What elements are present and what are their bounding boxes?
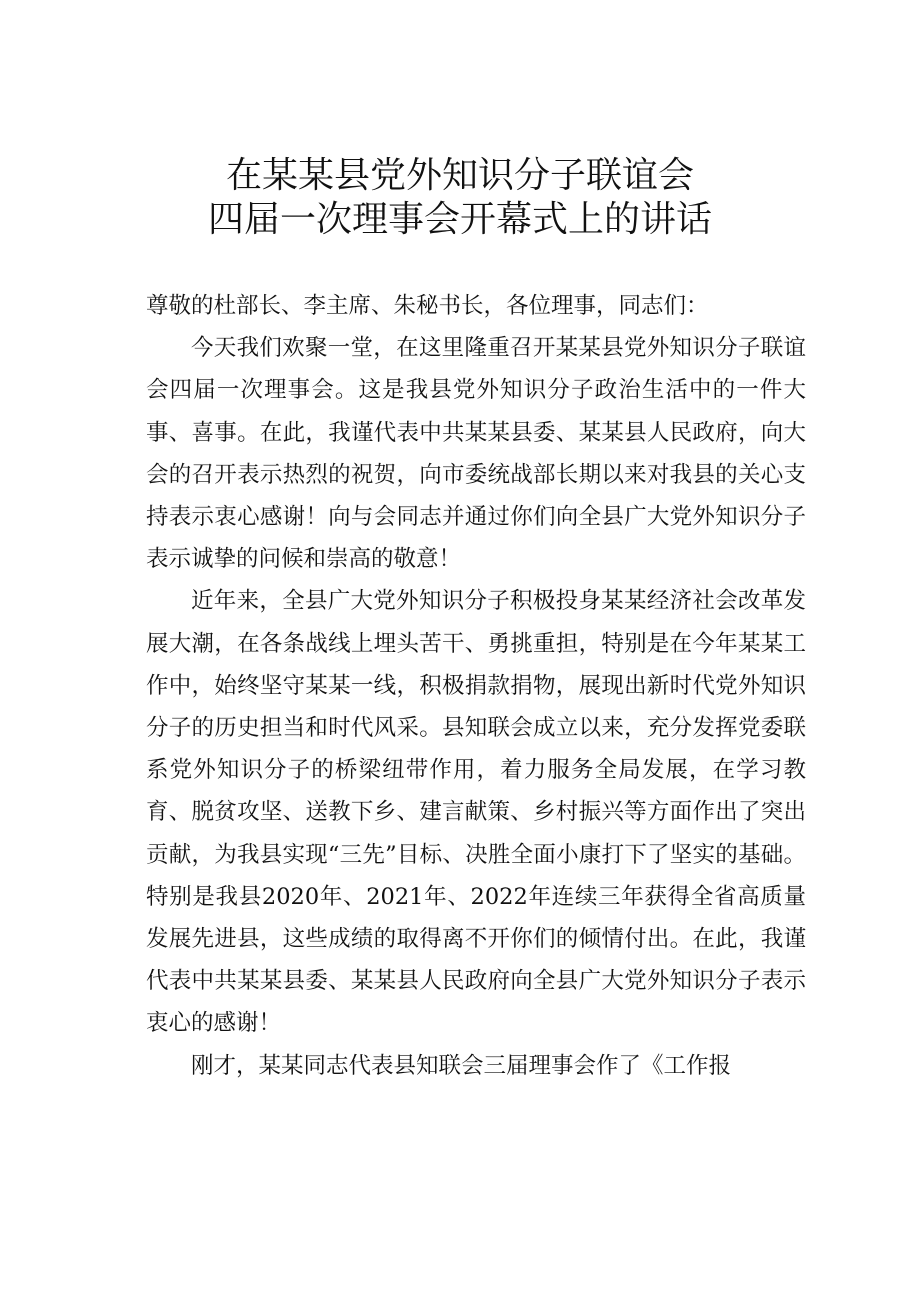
paragraph-2: 近年来，全县广大党外知识分子积极投身某某经济社会改革发展大潮，在各条战线上埋头苦干、勇挑重担，特别是在今年某某工作中，始终坚守某某一线，积极捐款捐物，展现出新时代党外知识分子的历史担当和时代风采。县知联会成立以来，充分发挥党委联系党外知识分子的桥梁纽带作用，着力服务全局发展，在学习教育、脱贫攻坚、送教下乡、建言献策、乡村振兴等方面作出了突出贡献，为我县实现“三先”目标、决胜全面小康打下了坚实的基础。特别是我县2020年、2021年、2022年连续三年获得全省高质量发展先进县，这些成绩的取得离不开你们的倾情付出。在此，我谨代表中共某某县委、某某县人民政府向全县广大党外知识分子表示衷心的感谢！ (146, 588, 806, 1037)
document-title-line-1: 在某某县党外知识分子联谊会 (225, 155, 694, 196)
document-body (146, 285, 806, 1087)
paragraph-1: 今天我们欢聚一堂，在这里隆重召开某某县党外知识分子联谊会四届一次理事会。这是我县党外知识分子政治生活中的一件大事、喜事。在此，我谨代表中共某某县委、某某县人民政府，向大会的召开表示热烈的祝贺，向市委统战部长期以来对我县的关心支持表示衷心感谢！向与会同志并通过你们向全县广大党外知识分子表示诚挚的问候和崇高的敬意！ (146, 335, 806, 573)
document-title-line-2: 四届一次理事会开幕式上的讲话 (207, 199, 712, 240)
salutation: 尊敬的杜部长、李主席、朱秘书长，各位理事，同志们： (146, 293, 709, 319)
paragraph-3: 刚才，某某同志代表县知联会三届理事会作了《工作报 (191, 1052, 732, 1079)
